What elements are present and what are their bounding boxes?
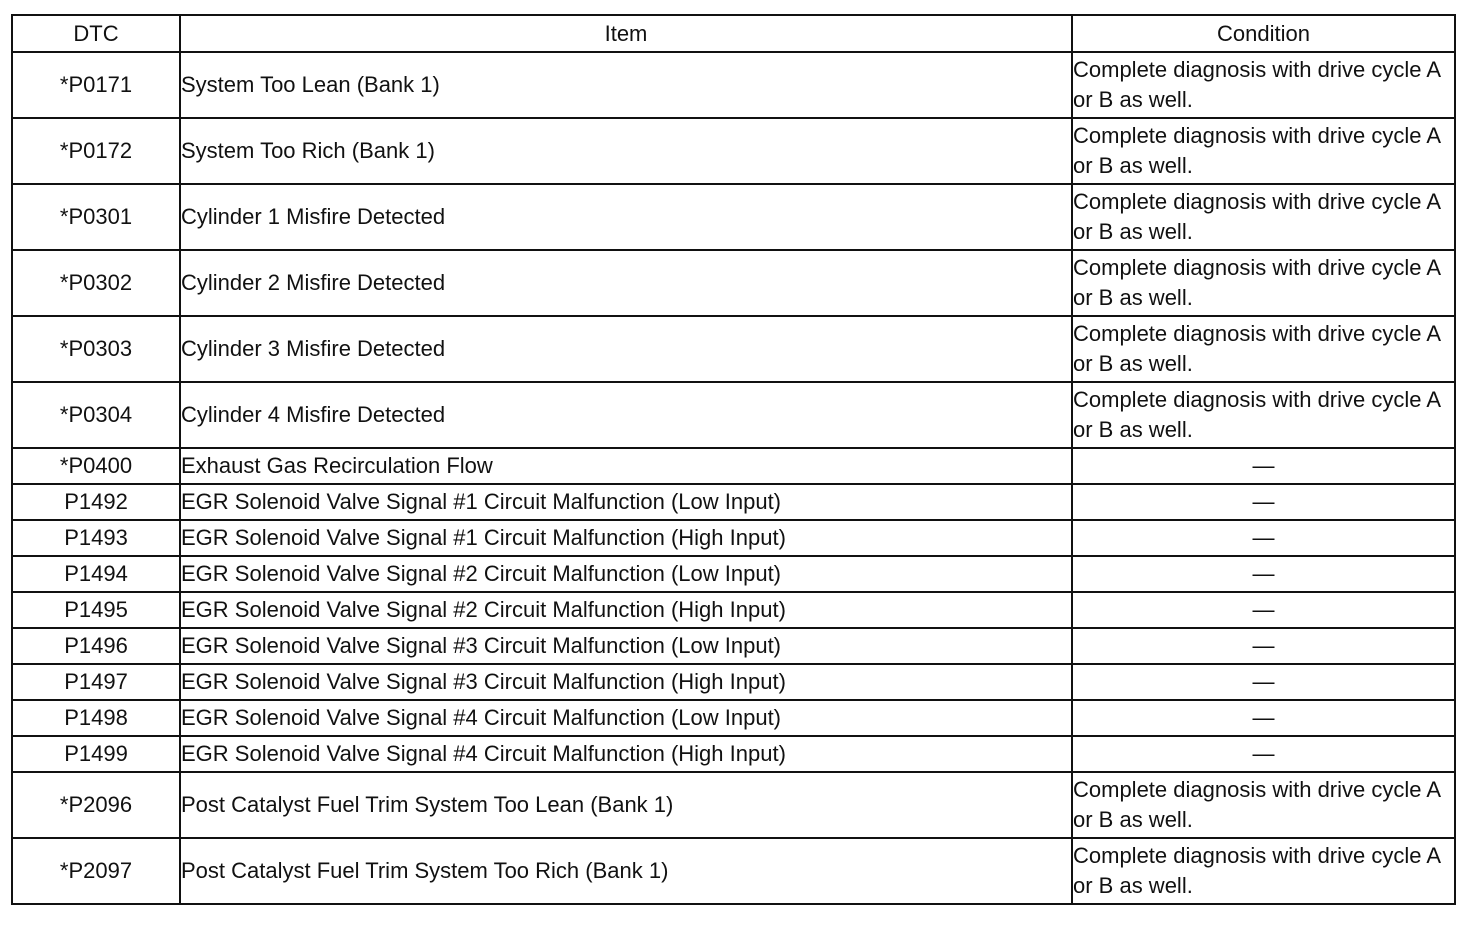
dtc-condition: Complete diagnosis with drive cycle A or B as well.: [1072, 250, 1455, 316]
dtc-condition: Complete diagnosis with drive cycle A or B as well.: [1072, 184, 1455, 250]
dtc-condition: Complete diagnosis with drive cycle A or B as well.: [1072, 772, 1455, 838]
header-item: Item: [180, 15, 1072, 52]
dtc-code: *P0301: [12, 184, 180, 250]
table-row: [12, 628, 1455, 664]
table-row: [12, 700, 1455, 736]
dtc-code: *P0172: [12, 118, 180, 184]
dtc-table: [11, 14, 1456, 905]
dtc-code: P1497: [12, 664, 180, 700]
dtc-condition: —: [1072, 736, 1455, 772]
dtc-item: Exhaust Gas Recirculation Flow: [180, 448, 1072, 484]
dtc-item: Post Catalyst Fuel Trim System Too Rich (Bank 1): [180, 838, 1072, 904]
dtc-code: *P0302: [12, 250, 180, 316]
dtc-item: Cylinder 2 Misfire Detected: [180, 250, 1072, 316]
dtc-item: System Too Rich (Bank 1): [180, 118, 1072, 184]
dtc-item: EGR Solenoid Valve Signal #1 Circuit Malfunction (Low Input): [180, 484, 1072, 520]
dtc-code: P1498: [12, 700, 180, 736]
dtc-item: Post Catalyst Fuel Trim System Too Lean (Bank 1): [180, 772, 1072, 838]
dtc-condition: —: [1072, 664, 1455, 700]
dtc-condition: Complete diagnosis with drive cycle A or B as well.: [1072, 838, 1455, 904]
dtc-code: *P0400: [12, 448, 180, 484]
table-row: [12, 592, 1455, 628]
dtc-condition: Complete diagnosis with drive cycle A or B as well.: [1072, 118, 1455, 184]
dtc-item: EGR Solenoid Valve Signal #2 Circuit Malfunction (High Input): [180, 592, 1072, 628]
dtc-code: P1495: [12, 592, 180, 628]
table-body: [12, 52, 1455, 904]
table-row: [12, 316, 1455, 382]
table-row: [12, 556, 1455, 592]
header-condition: Condition: [1072, 15, 1455, 52]
dtc-condition: —: [1072, 484, 1455, 520]
dtc-item: Cylinder 3 Misfire Detected: [180, 316, 1072, 382]
dtc-condition: —: [1072, 700, 1455, 736]
dtc-item: System Too Lean (Bank 1): [180, 52, 1072, 118]
dtc-item: EGR Solenoid Valve Signal #3 Circuit Malfunction (Low Input): [180, 628, 1072, 664]
dtc-item: EGR Solenoid Valve Signal #1 Circuit Malfunction (High Input): [180, 520, 1072, 556]
dtc-code: P1494: [12, 556, 180, 592]
table-row: [12, 736, 1455, 772]
dtc-condition: —: [1072, 520, 1455, 556]
dtc-item: EGR Solenoid Valve Signal #4 Circuit Malfunction (Low Input): [180, 700, 1072, 736]
dtc-item: EGR Solenoid Valve Signal #3 Circuit Malfunction (High Input): [180, 664, 1072, 700]
dtc-condition: —: [1072, 448, 1455, 484]
table-row: [12, 250, 1455, 316]
table-row: [12, 52, 1455, 118]
table-row: [12, 772, 1455, 838]
dtc-item: Cylinder 4 Misfire Detected: [180, 382, 1072, 448]
dtc-item: EGR Solenoid Valve Signal #4 Circuit Malfunction (High Input): [180, 736, 1072, 772]
table-row: [12, 664, 1455, 700]
table-row: [12, 382, 1455, 448]
table-row: [12, 118, 1455, 184]
dtc-code: P1499: [12, 736, 180, 772]
dtc-code: *P0304: [12, 382, 180, 448]
dtc-condition: Complete diagnosis with drive cycle A or B as well.: [1072, 382, 1455, 448]
dtc-condition: —: [1072, 556, 1455, 592]
dtc-condition: Complete diagnosis with drive cycle A or B as well.: [1072, 316, 1455, 382]
dtc-code: P1493: [12, 520, 180, 556]
table-row: [12, 520, 1455, 556]
header-dtc: DTC: [12, 15, 180, 52]
table-row: [12, 484, 1455, 520]
dtc-code: *P2097: [12, 838, 180, 904]
header-row: [12, 15, 1455, 52]
dtc-item: EGR Solenoid Valve Signal #2 Circuit Malfunction (Low Input): [180, 556, 1072, 592]
dtc-code: *P0171: [12, 52, 180, 118]
dtc-code: P1492: [12, 484, 180, 520]
table-row: [12, 184, 1455, 250]
table-row: [12, 448, 1455, 484]
table-header: [12, 15, 1455, 52]
dtc-code: P1496: [12, 628, 180, 664]
dtc-code: *P0303: [12, 316, 180, 382]
dtc-condition: Complete diagnosis with drive cycle A or B as well.: [1072, 52, 1455, 118]
dtc-condition: —: [1072, 628, 1455, 664]
dtc-condition: —: [1072, 592, 1455, 628]
dtc-code: *P2096: [12, 772, 180, 838]
table-row: [12, 838, 1455, 904]
dtc-item: Cylinder 1 Misfire Detected: [180, 184, 1072, 250]
